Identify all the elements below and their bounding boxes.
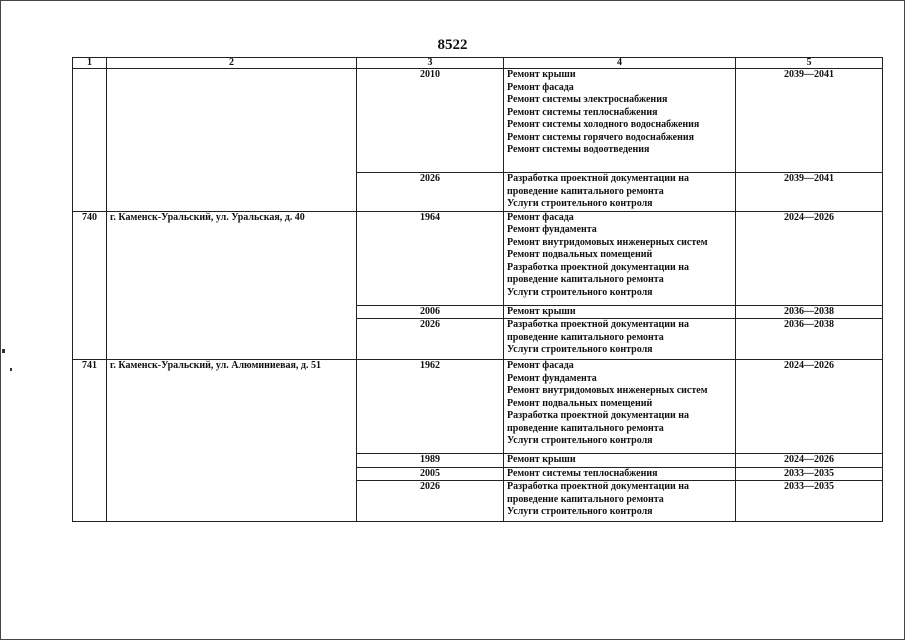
work-item: Услуги строительного контроля: [507, 344, 653, 355]
work-item: Услуги строительного контроля: [507, 286, 653, 298]
building-address: г. Каменск-Уральский, ул. Алюминиевая, д. 51: [107, 360, 357, 522]
work-item: Разработка проектной документации на: [507, 173, 690, 184]
work-item: Ремонт подвальных помещений: [507, 397, 653, 409]
commissioning-year: 2006: [357, 305, 504, 319]
work-item: Ремонт системы холодного водоснабжения: [507, 119, 700, 130]
header-col-2: 2: [107, 58, 357, 69]
work-item: Ремонт системы горячего водоснабжения: [507, 131, 695, 143]
works-list: [504, 305, 736, 319]
commissioning-year: 2010: [357, 69, 504, 173]
works-list: [504, 319, 736, 360]
page-number: 8522: [437, 37, 468, 53]
planned-period: 2036—2038: [736, 305, 883, 319]
work-item: Услуги строительного контроля: [507, 198, 653, 209]
work-item: Ремонт фундамента: [507, 372, 597, 384]
commissioning-year: 1962: [357, 360, 504, 454]
commissioning-year: 2026: [357, 173, 504, 212]
work-item: Разработка проектной документации на: [507, 410, 690, 421]
commissioning-year: 2026: [357, 481, 504, 522]
commissioning-year: 1989: [357, 454, 504, 468]
work-item: Разработка проектной документации на: [507, 319, 690, 330]
works-list: [504, 454, 736, 468]
work-item: проведение капитального ремонта: [507, 422, 664, 434]
work-item: проведение капитального ремонта: [507, 185, 664, 197]
work-item: Услуги строительного контроля: [507, 435, 653, 446]
works-list: [504, 481, 736, 522]
work-item: Ремонт системы электроснабжения: [507, 94, 668, 105]
work-item: проведение капитального ремонта: [507, 274, 664, 285]
work-item: проведение капитального ремонта: [507, 331, 664, 343]
table-row: [73, 211, 883, 305]
works-list: [504, 211, 736, 305]
works-list: [504, 173, 736, 212]
commissioning-year: 1964: [357, 211, 504, 305]
commissioning-year: 2026: [357, 319, 504, 360]
work-item: Ремонт фасада: [507, 360, 574, 371]
work-item: Ремонт крыши: [507, 305, 576, 317]
building-number: 741: [73, 360, 107, 522]
work-item: Ремонт подвальных помещений: [507, 249, 653, 260]
work-item: Разработка проектной документации на: [507, 481, 690, 492]
work-item: Ремонт крыши: [507, 69, 576, 80]
works-list: [504, 467, 736, 481]
header-col-4: 4: [504, 58, 736, 69]
planned-period: 2024—2026: [736, 360, 883, 454]
works-list: [504, 360, 736, 454]
planned-period: 2024—2026: [736, 211, 883, 305]
work-item: проведение капитального ремонта: [507, 493, 664, 505]
building-number: 740: [73, 211, 107, 360]
header-col-3: 3: [357, 58, 504, 69]
planned-period: 2033—2035: [736, 467, 883, 481]
works-list: [504, 69, 736, 173]
scan-mark: [2, 349, 5, 353]
building-address: г. Каменск-Уральский, ул. Уральская, д. 40: [107, 211, 357, 360]
table-row: [73, 360, 883, 454]
table-header: [73, 58, 883, 69]
building-number: [73, 69, 107, 212]
planned-period: 2033—2035: [736, 481, 883, 522]
scan-mark: [10, 368, 12, 371]
work-item: Ремонт системы теплоснабжения: [507, 467, 658, 479]
work-item: Ремонт системы теплоснабжения: [507, 106, 658, 118]
planned-period: 2039—2041: [736, 69, 883, 173]
planned-period: 2039—2041: [736, 173, 883, 212]
work-item: Ремонт внутридомовых инженерных систем: [507, 236, 708, 248]
work-item: Ремонт системы водоотведения: [507, 144, 650, 155]
planned-period: 2036—2038: [736, 319, 883, 360]
work-item: Ремонт внутридомовых инженерных систем: [507, 385, 708, 396]
planned-period: 2024—2026: [736, 454, 883, 468]
header-col-5: 5: [736, 58, 883, 69]
table-row: [73, 69, 883, 173]
table-body: [73, 69, 883, 522]
work-item: Услуги строительного контроля: [507, 506, 653, 517]
building-address: [107, 69, 357, 212]
work-item: Ремонт фасада: [507, 211, 574, 223]
work-item: Ремонт фасада: [507, 81, 574, 93]
capital-repair-table: [72, 57, 883, 522]
header-col-1: 1: [73, 58, 107, 69]
work-item: Ремонт фундамента: [507, 224, 597, 235]
commissioning-year: 2005: [357, 467, 504, 481]
work-item: Разработка проектной документации на: [507, 261, 690, 273]
work-item: Ремонт крыши: [507, 454, 576, 465]
